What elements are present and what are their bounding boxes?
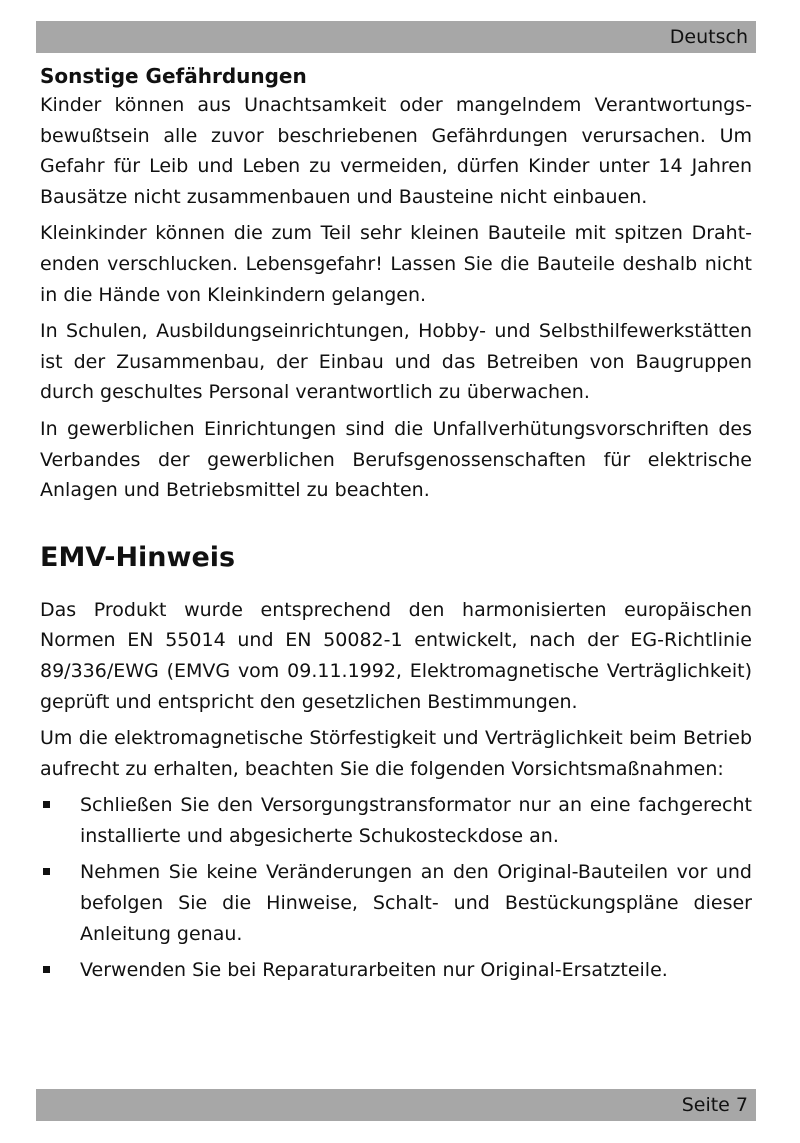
paragraph: Um die elektromagnetische Störfestigkeit und Verträglichkeit beim Betrieb aufrecht zu erhalten, beachten Sie die folgenden Vorsichtsmaßnahmen: (40, 727, 752, 780)
precautions-list (40, 790, 752, 986)
list-item-text: Verwenden Sie bei Reparaturarbeiten nur Original-Ersatzteile. (80, 959, 668, 982)
page-number: Seite 7 (681, 1094, 748, 1116)
paragraph: In gewerblichen Einrichtungen sind die Unfallverhütungsvorschriften des Verbandes der gewerblichen Berufsgenossenschaften für elektrische Anlagen und Betriebsmittel zu beachten. (40, 417, 752, 502)
page-footer-bar (36, 1089, 756, 1121)
list-item (40, 955, 752, 986)
page-content (40, 62, 752, 986)
list-item (40, 857, 752, 949)
bullet-square-icon (43, 868, 50, 875)
paragraph: In Schulen, Ausbildungseinrichtungen, Hobby- und Selbsthilfewerkstätten ist der Zusammenbau, der Einbau und das Betreiben von Baugruppen durch geschultes Personal verantwortlich zu überwachen. (40, 320, 752, 404)
paragraph: Kinder können aus Unachtsamkeit oder mangelndem Verantwortungsbewußtsein alle zuvor beschriebenen Gefährdungen verursachen. Um Gefahr für Leib und Leben zu vermeiden, dürfen Kinder unter 14 Jahren Bausätze nicht zusammenbauen und Bausteine nicht einbauen. (40, 94, 752, 208)
paragraph: Das Produkt wurde entsprechend den harmonisierten europäischen Normen EN 55014 und EN 50082-1 entwickelt, nach der EG-Richtlinie 89/336/EWG (EMVG vom 09.11.1992, Elektromagnetische Verträglichkeit) geprüft und entspricht den gesetzlichen Bestimmungen. (40, 598, 752, 713)
language-label: Deutsch (669, 26, 748, 48)
paragraph: Kleinkinder können die zum Teil sehr kleinen Bauteile mit spitzen Drahtenden verschlucken. Lebensgefahr! Lassen Sie die Bauteile deshalb nicht in die Hände von Kleinkindern gelangen. (40, 222, 752, 306)
page-header-bar (36, 21, 756, 53)
bullet-square-icon (43, 966, 50, 973)
section-heading-sonstige-gefaehrdungen: Sonstige Gefährdungen (40, 64, 307, 88)
section-heading-emv-hinweis: EMV-Hinweis (40, 541, 236, 573)
bullet-square-icon (43, 801, 50, 808)
list-item-text: Schließen Sie den Versorgungstransformator nur an eine fachgerecht installierte und abgesicherte Schukosteckdose an. (80, 794, 752, 847)
list-item (40, 790, 752, 851)
list-item-text: Nehmen Sie keine Veränderungen an den Original-Bauteilen vor und befolgen Sie die Hinweise, Schalt- und Bestückungspläne dieser Anleitung genau. (80, 861, 752, 945)
